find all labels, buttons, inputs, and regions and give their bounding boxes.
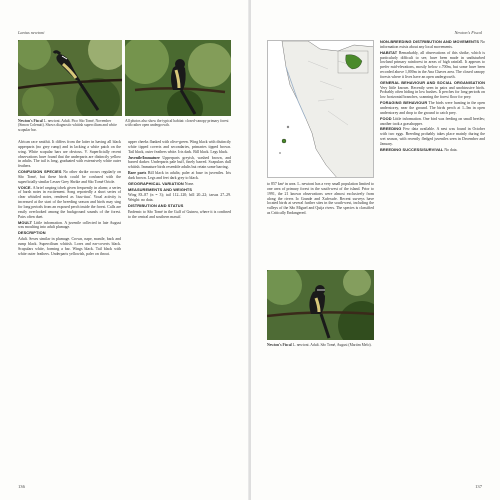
heading-foraging: FORAGING BEHAVIOUR [380, 100, 428, 106]
non-breeding-text: No information exists about any local movements. [380, 40, 485, 49]
caption-text: L. newtoni. Adult. Pico São Tomé, November (Simon Colenutt). Shows diagnostic whitish supercilium and white scapular bar. [18, 119, 117, 132]
food-text: Little information. One bird was feeding on small beetles; another took a grasshopper. [380, 116, 485, 126]
adult-text: upper cheeks flanked with olive-green. Wing black with distinctly white tipped coverts and secondaries, primaries tipped brown. Tail black, outer feathers white. Iris dark. Bill black. Legs black. [128, 140, 231, 154]
caption-text: All photos also show the typical habitat: closed-canopy primary forest with rather open undergrowth. [125, 119, 229, 128]
left-page-column-1 [18, 140, 121, 470]
heading-voice: VOICE. [18, 184, 32, 190]
page-number-right: 137 [475, 484, 482, 489]
geo-text: None. [184, 181, 195, 186]
behaviour-text: Very little known. Recently seen in pairs and unobtrusive birds. Probably often hiding in low bushes. It perches for long periods on low horizontal branches, scanning the forest floor for prey. [380, 85, 485, 100]
heading-bare-parts: Bare parts [128, 171, 147, 176]
right-page-column-1 [267, 182, 374, 264]
habitat-text: Remarkably, all observations of this shrike, which is particularly difficult to see, have been made in undisturbed lowland primary rainforest in areas of high rainfall. It appears to prefer mid-elevations, mostly below c.700m, but some have been recorded above 1,000m in the Ana Chaves area. The closed canopy forests where it lives have an open undergrowth. [380, 50, 485, 79]
voice-text: A brief rasping tchek given frequently in alarm; a series of harsh notes in excitement. Song reportedly a short series of clear whistled notes, rendered as 'tiuu-tiuu'. Vocal activity is increased at the start of the breeding season and birds may sing for long periods from an exposed perch inside the forest. Calls are easily overlooked among the background sounds of the forest. Pairs often duet. [18, 185, 121, 219]
confusion-text: No other shrike occurs regularly on São Tomé, but these birds could be confused with the superficially similar Lesser Grey Shrike and São Tomé Oriole. [18, 170, 121, 184]
heading-food: FOOD [380, 115, 392, 121]
running-head-left: Lanius newtoni [18, 30, 45, 35]
right-page-column-2 [380, 40, 485, 470]
page-number-left: 136 [18, 484, 25, 489]
heading-measurements: MEASUREMENTS AND WEIGHTS [128, 186, 193, 192]
distribution-continued-text: to 857 km² in area. L. newtoni has a very small population limited to one area of primary forest in the south-west of the island. Prior to 1991, the 21 known observations were almost exclusively from along the rivers Io Grande and Xufexufe. Recent surveys have located birds at several further sites in the south-west, including the valleys of the São Miguel and Quija rivers. The species is classified as Critically Endangered. [267, 182, 374, 216]
juvenile-text: Upperparts greyish, washed brown, and barred darker. Underparts pale buff, finely barred. Scapulars dull whitish. Immature birds resemble adults but retain some barring. [128, 155, 231, 170]
heading-breeding: BREEDING [380, 126, 402, 132]
photo-newtons-fiscal-2 [125, 40, 231, 116]
photo-newtons-fiscal-1 [18, 40, 122, 116]
distribution-text: Endemic to São Tomé in the Gulf of Guinea, where it is confined to the central and southern massif. [128, 209, 231, 219]
running-head-right: Newton's Fiscal [454, 30, 482, 35]
heading-description: DESCRIPTION [18, 230, 46, 236]
breeding-text: Few data available. A nest was found in October with two eggs. Breeding probably takes place mainly during the wet season, with recently fledged juveniles seen in December and January. [380, 127, 485, 146]
intro-paragraph: African race smithii. It differs from the latter in having all black upperparts (no grey rump) and in lacking a white patch on the wing. White scapular bars are obvious. V. Superficially recent observations have found that the underparts are distinctly yellow in adults. The tail is long, graduated with extensively white outer feathers. [18, 140, 121, 169]
foraging-text: The birds were hunting in the open understorey, near the ground. The birds perch at 1–3m in open understorey and drop to the ground to catch prey. [380, 101, 485, 115]
bare-parts-text: Bill black in adults; paler at base in juveniles. Iris dark brown. Legs and feet dark grey to black. [128, 171, 231, 180]
distribution-map [267, 40, 374, 178]
survival-text: No data. [444, 147, 458, 152]
description-text: Adult. Sexes similar in plumage. Crown, nape, mantle, back and rump black. Supercilium whitish. Lores and ear-coverts black. Scapulars white, forming a bar. Wings black. Tail black with white outer feathers. Underparts yellowish, paler on throat. [18, 237, 121, 256]
moult-text: Little information. A juvenile collected in late August was moulting into adult plumage. [18, 220, 121, 230]
right-page [251, 0, 500, 500]
heading-confusion: CONFUSION SPECIES [18, 169, 62, 175]
caption-bold: Newton's Fiscal [18, 119, 43, 123]
caption-text: L. newtoni. Adult. São Tomé, August (Martim Melo). [292, 343, 372, 347]
left-page [0, 0, 249, 500]
heading-juvenile: Juvenile/Immature [128, 155, 160, 160]
heading-behaviour: GENERAL BEHAVIOUR AND SOCIAL ORGANISATION [380, 79, 485, 85]
photo-caption-3 [267, 343, 374, 347]
heading-non-breeding: NON-BREEDING DISTRIBUTION AND MOVEMENTS [380, 40, 480, 44]
photo-caption-1 [18, 119, 122, 132]
heading-distribution: DISTRIBUTION AND STATUS [128, 203, 184, 209]
heading-breeding-success: BREEDING SUCCESS/SURVIVAL [380, 146, 444, 152]
heading-moult: MOULT [18, 219, 33, 225]
photo-newtons-fiscal-3 [267, 270, 374, 340]
photo-caption-2 [125, 119, 231, 128]
caption-bold: Newton's Fiscal [267, 343, 292, 347]
heading-habitat: HABITAT [380, 49, 398, 55]
measurements-text: Wing 83–87 (n = 3); tail 112–120; bill 20–22; tarsus 27–29. Weight: no data. [128, 193, 231, 203]
left-page-column-2 [128, 140, 231, 470]
heading-geographical-variation: GEOGRAPHICAL VARIATION [128, 180, 184, 186]
